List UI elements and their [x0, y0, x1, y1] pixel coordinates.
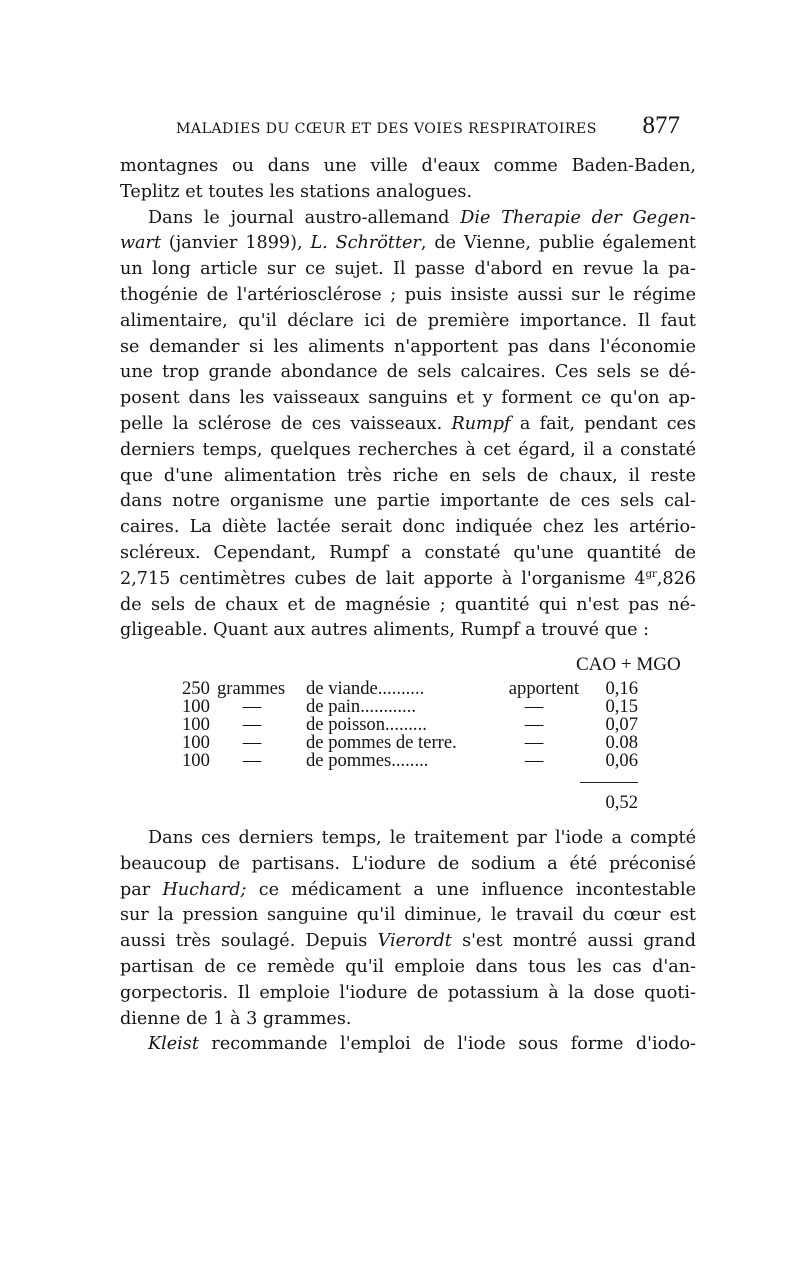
text-line	[120, 412, 696, 438]
sum-rule	[580, 782, 638, 783]
row-quantity: 100	[182, 696, 210, 717]
row-verb: —	[524, 714, 544, 735]
text-line: que d'une alimentation très riche en sels de chaux, il reste	[120, 465, 696, 486]
main-text-continued	[120, 826, 696, 1058]
row-unit: —	[242, 732, 262, 753]
text-line: partisan de ce remède qu'il emploie dans tous les cas d'an-	[120, 956, 696, 977]
text-line: beaucoup de partisans. L'iodure de sodium a été préconisé	[120, 853, 696, 874]
row-verb: apportent	[508, 678, 579, 699]
row-unit: —	[242, 696, 262, 717]
author-name: Vierordt	[377, 931, 452, 952]
text-span: recommande l'emploi de l'iode sous forme d'iodo-	[198, 1034, 696, 1055]
text-line	[120, 231, 696, 257]
row-verb: —	[524, 750, 544, 771]
row-food: de pommes de terre.	[306, 732, 457, 753]
text-line	[120, 1032, 696, 1058]
row-unit: —	[242, 714, 262, 735]
row-food: de pommes........	[306, 750, 429, 771]
text-line: sur la pression sanguine qu'il diminue, le travail du cœur est	[120, 905, 696, 926]
row-unit: grammes	[217, 678, 286, 699]
row-value: 0,15	[605, 696, 638, 717]
text-span: ce médicament a une influence incontestable	[246, 879, 696, 900]
text-span: , de Vienne, publie également	[420, 233, 696, 254]
author-name: Kleist	[148, 1034, 199, 1055]
author-name: L. Schrötter	[310, 233, 421, 254]
text-span: pelle la sclérose de ces vaisseaux.	[120, 413, 452, 434]
page-number: 877	[642, 112, 680, 139]
text-line: caires. La diète lactée serait donc indiquée chez les artério-	[120, 517, 696, 538]
row-food: de poisson.........	[306, 714, 427, 735]
text-line	[120, 567, 696, 593]
table-header: CAO + MGO	[576, 654, 681, 675]
text-line: derniers temps, quelques recherches à cet égard, il a constaté	[120, 439, 696, 460]
row-value: 0,07	[605, 714, 638, 735]
main-text	[120, 154, 696, 644]
text-span: 2,715 centimètres cubes de lait apporte à l'organisme 4	[120, 568, 646, 589]
row-quantity: 100	[182, 732, 210, 753]
text-line: Dans ces derniers temps, le traitement par l'iode a compté	[148, 828, 696, 848]
row-quantity: 100	[182, 714, 210, 735]
text-line: un long article sur ce sujet. Il passe d'abord en revue la pa-	[120, 259, 696, 280]
row-value: 0.08	[605, 732, 638, 753]
page-header	[176, 112, 680, 146]
journal-title-continued: wart	[120, 233, 162, 254]
text-line: gorpectoris. Il emploie l'iodure de potassium à la dose quoti-	[120, 982, 696, 1003]
text-line: de sels de chaux et de magnésie ; quantité qui n'est pas né-	[120, 594, 696, 615]
text-line: alimentaire, qu'il déclare ici de première importance. Il faut	[120, 310, 696, 331]
text-span: par	[120, 879, 163, 900]
row-value: 0,16	[605, 678, 638, 699]
gram-abbrev: gr	[645, 568, 657, 580]
calcium-table	[120, 648, 696, 818]
row-quantity: 100	[182, 750, 210, 771]
text-line: thogénie de l'artériosclérose ; puis insiste aussi sur le régime	[120, 284, 696, 305]
row-food: de viande..........	[306, 678, 425, 699]
row-food: de pain............	[306, 696, 416, 717]
text-span: aussi très soulagé. Depuis	[120, 931, 378, 952]
row-unit: —	[242, 750, 262, 771]
text-line: Teplitz et toutes les stations analogues.	[120, 181, 473, 202]
text-line: posent dans les vaisseaux sanguins et y forment ce qu'on ap-	[120, 388, 696, 409]
text-line: gligeable. Quant aux autres aliments, Rumpf a trouvé que :	[120, 620, 650, 641]
row-verb: —	[524, 696, 544, 717]
table-total: 0,52	[605, 792, 638, 813]
text-line: scléreux. Cependant, Rumpf a constaté qu'une quantité de	[120, 542, 696, 563]
text-span: ,826	[656, 568, 696, 589]
text-span: (janvier 1899),	[161, 233, 311, 254]
text-line	[120, 206, 696, 232]
text-span: Dans le journal austro-allemand	[148, 207, 461, 228]
text-span: a fait, pendant ces	[510, 413, 696, 434]
text-line: montagnes ou dans une ville d'eaux comme Baden-Baden,	[120, 156, 696, 176]
author-name: Huchard;	[162, 879, 247, 900]
journal-title: Die Therapie der Gegen-	[460, 207, 696, 228]
text-line: une trop grande abondance de sels calcaires. Ces sels se dé-	[120, 362, 696, 383]
text-line: dienne de 1 à 3 grammes.	[120, 1008, 352, 1029]
text-span: s'est montré aussi grand	[451, 931, 696, 952]
text-line	[120, 929, 696, 955]
running-title: MALADIES DU CŒUR ET DES VOIES RESPIRATOIRES	[176, 121, 597, 137]
row-quantity: 250	[182, 678, 210, 699]
text-line	[120, 878, 696, 904]
row-verb: —	[524, 732, 544, 753]
text-line: se demander si les aliments n'apportent pas dans l'économie	[120, 336, 696, 357]
author-name: Rumpf	[451, 413, 511, 434]
text-line: dans notre organisme une partie importante de ces sels cal-	[120, 491, 696, 512]
row-value: 0,06	[605, 750, 638, 771]
